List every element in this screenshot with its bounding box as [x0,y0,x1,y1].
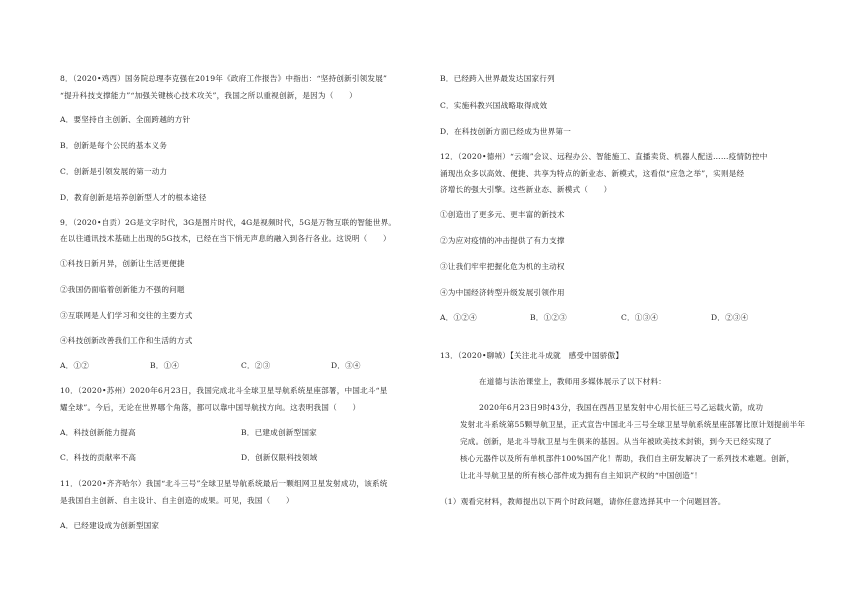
q13-intro: 在道德与法治课堂上，教师用多媒体展示了以下材料： [479,377,667,386]
q12-answer-c: C．①③④ [621,313,659,322]
q11-stem-line2: 是我国自主创新、自主设计、自主创造的成果。可见，我国（ ） [60,496,294,505]
q12-answer-d: D．②③④ [711,313,749,322]
q9-answer-c: C．②③ [241,361,271,370]
q8-option-a: A．要坚持自主创新、全面跨越的方针 [60,115,191,124]
q11-option-c: C．实施科教兴国战略取得成效 [440,101,548,110]
q10-stem-line1: 10．（2020•苏州）2020年6月23日，我国完成北斗全球卫星导航系统星座部署，中国北斗“星 [60,386,388,395]
q12-item-3: ③让我们牢牢把握化危为机的主动权 [440,262,565,271]
q13-title: 13．（2020•聊城）【关注北斗成就 感受中国骄傲】 [440,351,624,360]
q11-option-d: D．在科技创新方面已经成为世界第一 [440,127,571,136]
q9-answer-b: B．①④ [150,361,180,370]
q9-stem-line2: 在以往通讯技术基础上出现的5G技术，已经在当下悄无声息的融入到各行各业。这说明（ ） [60,234,391,243]
q8-option-b: B．创新是每个公民的基本义务 [60,141,168,150]
q12-stem-line1: 12．（2020•德州）“云端”会议、远程办公、智能施工、直播卖货、机器人配送……疫情防控中 [440,152,768,161]
q10-option-a: A．科技创新能力提高 [60,428,136,437]
q12-answer-b: B．①②③ [530,313,567,322]
q9-item-1: ①科技日新月异，创新让生活更便捷 [60,259,185,268]
q10-stem-line2: 耀全球”。今后，无论在世界哪个角落，都可以靠中国导航找方向。这表明我国（ ） [60,403,361,412]
q10-option-b: B．已建成创新型国家 [241,428,317,437]
q9-answer-d: D．③④ [331,361,361,370]
q9-item-2: ②我国仍面临着创新能力不强的问题 [60,285,185,294]
q12-item-2: ②为应对疫情的冲击提供了有力支撑 [440,236,565,245]
q13-material-line2: 发射北斗系统第55颗导航卫星，正式宣告中国北斗三号全球卫星导航系统星座部署比原计划提前半年 [460,420,806,429]
q13-material-line3: 完成。创新，是北斗导航卫星与生俱来的基因。从当年被欧美技术封锁，到今天已经实现了 [460,437,772,446]
q12-answer-a: A．①②④ [440,313,477,322]
q9-stem-line1: 9．（2020•自贡）2G是文字时代，3G是图片时代，4G是视频时代，5G是万物互联的智能世界。 [60,218,397,227]
q11-option-a: A．已经建设成为创新型国家 [60,521,160,530]
q12-item-1: ①创造出了更多元、更丰富的新技术 [440,210,565,219]
q8-option-c: C．创新是引领发展的第一动力 [60,167,168,176]
q8-stem-line2: “提升科技支撑能力”“加强关键核心技术攻关”，我国之所以重视创新，是因为（ ） [60,91,357,100]
q12-stem-line2: 涌现出众多以高效、便捷、共享为特点的新业态、新模式，这看似“应急之举”，实则是经 [440,169,745,178]
q13-subquestion-1: （1）观看完材料，教师提出以下两个时政问题，请你任意选择其中一个问题回答。 [440,497,726,506]
q12-item-4: ④为中国经济转型升级发展引领作用 [440,288,565,297]
q8-stem-line1: 8．（2020•鸡西）国务院总理李克强在2019年《政府工作报告》中指出：“坚持创新引领发展” [60,74,388,83]
q9-item-3: ③互联网是人们学习和交往的主要方式 [60,311,193,320]
q9-item-4: ④科技创新改善我们工作和生活的方式 [60,336,193,345]
q9-answer-a: A．①② [60,361,90,370]
q13-material-line1: 2020年6月23日9时43分，我国在西昌卫星发射中心用长征三号乙运载火箭，成功 [479,403,764,412]
q12-stem-line3: 济增长的强大引擎。这些新业态、新模式（ ） [440,185,612,194]
q8-option-d: D．教育创新是培养创新型人才的根本途径 [60,193,207,202]
q13-material-line5: 让北斗导航卫星的所有核心部件成为拥有自主知识产权的“中国创造”！ [460,471,702,480]
q10-option-d: D．创新仅限科技领域 [241,453,318,462]
q13-material-line4: 核心元器件以及所有单机部件100%国产化！帮助，我们自主研发解决了一系列技术难题。创新， [460,454,795,463]
q11-option-b: B．已经跨入世界最发达国家行列 [440,74,555,83]
q11-stem-line1: 11．（2020•齐齐哈尔）我国“北斗三号”全球卫星导航系统最后一颗组网卫星发射成功，该系统 [60,479,388,488]
q10-option-c: C．科技的贡献率不高 [60,453,137,462]
